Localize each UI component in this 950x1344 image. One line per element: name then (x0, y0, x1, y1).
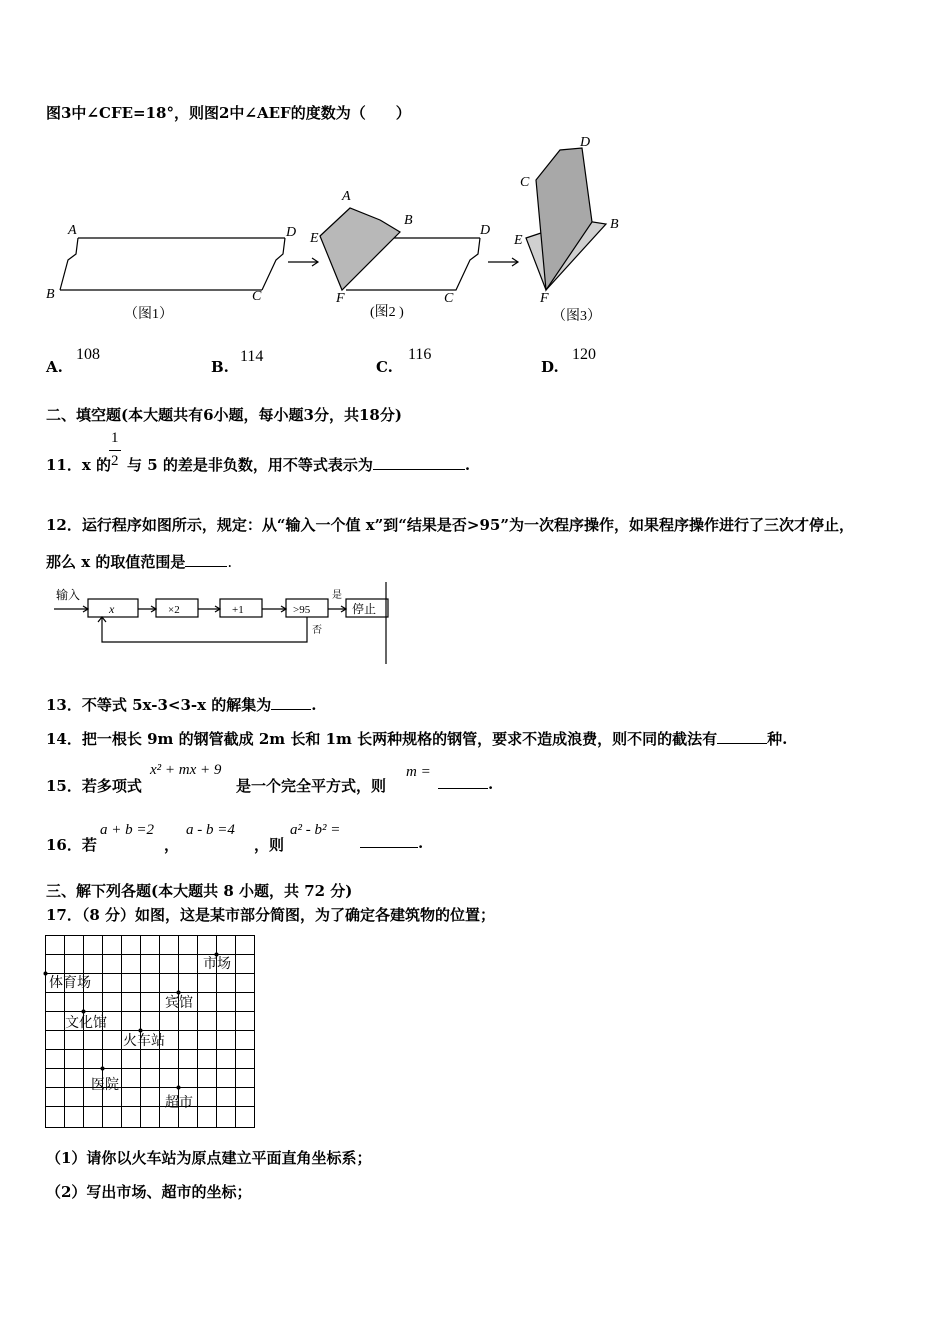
q16-pre: 16．若 (46, 836, 97, 854)
q15-mid: 是一个完全平方式，则 (236, 777, 387, 795)
fig3-caption: （图3） (552, 309, 601, 324)
q11-blank (373, 457, 465, 470)
fig3-label-C: C (520, 175, 530, 190)
q15-end: . (488, 775, 494, 793)
fig1-label-A: A (68, 223, 77, 238)
fig3-label-B: B (610, 217, 619, 232)
fig2-label-C: C (444, 291, 454, 306)
q11-frac-den: 2 (111, 453, 119, 469)
q13-end: . (311, 696, 317, 714)
q16-blank (360, 835, 418, 848)
q17-grid-map (45, 935, 257, 1129)
q11-frac-bar (109, 450, 121, 451)
option-c-letter: C. (376, 358, 393, 376)
map-label-station: 火车站 (123, 1034, 165, 1049)
fig1-label-B: B (46, 287, 55, 302)
fig2-label-B: B (404, 213, 413, 228)
option-a-value: 108 (76, 346, 100, 363)
q16-end: . (418, 834, 424, 852)
q16-comma: ， (164, 836, 180, 854)
q10-stem: 图3中∠CFE=18°，则图2中∠AEF的度数为（ ） (46, 104, 411, 122)
flow-yes: 是 (332, 590, 342, 601)
q13-text: 13．不等式 5x-3<3-x 的解集为 (46, 696, 272, 714)
q15-tail (438, 775, 493, 793)
map-label-hotel: 宾馆 (165, 996, 193, 1011)
fig2-label-A: A (342, 189, 351, 204)
flow-input-label: 输入 (56, 588, 81, 602)
fig3-label-E: E (514, 233, 523, 248)
section3-heading: 三、解下列各题(本大题共 8 小题，共 72 分) (46, 882, 353, 900)
arrow-2 (488, 258, 518, 266)
q12-flowchart (50, 582, 400, 672)
flow-box-x: x (109, 602, 115, 616)
fig2-label-D: D (480, 223, 491, 238)
q16-then: ，则 (254, 836, 285, 854)
option-b-value: 114 (240, 348, 264, 365)
flow-box-gt95: >95 (293, 604, 311, 616)
flow-box-times2: ×2 (168, 604, 180, 616)
q10-figure (40, 130, 680, 330)
flow-box-plus1: +1 (232, 604, 244, 616)
fig2-label-F: F (336, 291, 345, 306)
option-a-letter: A. (46, 358, 63, 376)
fig2-fold (320, 208, 400, 290)
q11-rest (127, 454, 470, 475)
q17-stem: 17．（8 分）如图，这是某市部分简图，为了确定各建筑物的位置； (46, 906, 496, 924)
option-d-value: 120 (572, 346, 596, 363)
q16-expr2: a - b =4 (186, 822, 235, 838)
fig2-label-E: E (310, 231, 319, 246)
q12-end: . (227, 553, 233, 571)
q14-end: 种. (767, 730, 788, 748)
flow-no: 否 (312, 625, 322, 636)
option-c-value: 116 (408, 346, 432, 363)
q12-line2-text: 那么 x 的取值范围是 (46, 553, 186, 571)
q13 (46, 694, 317, 715)
fig1 (60, 238, 285, 290)
map-label-hospital: 医院 (91, 1078, 119, 1093)
q16-tail (360, 834, 423, 852)
q15-blank (438, 776, 488, 789)
fig3-label-D: D (580, 135, 591, 150)
q15-expr: x² + mx + 9 (150, 762, 222, 778)
section2-heading: 二、填空题(本大题共有6小题，每小题3分，共18分) (46, 406, 402, 424)
flow-box-stop: 停止 (352, 602, 377, 616)
q12-blank (185, 554, 227, 567)
q17-sub2: （2）写出市场、超市的坐标； (46, 1183, 252, 1201)
q11-frac-num: 1 (111, 430, 119, 446)
q16-expr3: a² - b² = (290, 822, 341, 838)
q13-blank (271, 697, 311, 710)
q12-line2 (46, 551, 232, 572)
q12-line1: 12．运行程序如图所示，规定：从“输入一个值 x”到“结果是否>95”为一次程序操作，如果程序操作进行了三次才停止， (46, 516, 854, 534)
q11-end: . (464, 456, 471, 474)
map-label-culture: 文化馆 (65, 1016, 107, 1031)
q15-var: m = (406, 764, 431, 780)
option-b-letter: B. (211, 358, 229, 376)
map-label-market: 市场 (203, 957, 231, 972)
q14 (46, 728, 787, 749)
q16-expr1: a + b =2 (100, 822, 154, 838)
q14-text: 14．把一根长 9m 的钢管截成 2m 长和 1m 长两种规格的钢管，要求不造成浪费，则不同的截法有 (46, 730, 718, 748)
arrow-1 (288, 258, 318, 266)
q11-num: 11．x 的 (46, 456, 112, 474)
q17-sub1: （1）请你以火车站为原点建立平面直角坐标系； (46, 1149, 372, 1167)
fig2-caption: (图2 ) (370, 305, 404, 320)
map-label-supermarket: 超市 (165, 1096, 193, 1111)
option-d-letter: D. (541, 358, 559, 376)
map-label-stadium: 体育场 (49, 976, 91, 991)
q14-blank (717, 731, 767, 744)
fig1-caption: （图1） (124, 307, 173, 322)
fig1-label-C: C (252, 289, 262, 304)
fig1-label-D: D (286, 225, 297, 240)
fig3-label-F: F (540, 291, 549, 306)
q15-pre: 15．若多项式 (46, 777, 142, 795)
q11-rest-text: 与 5 的差是非负数，用不等式表示为 (127, 456, 373, 474)
